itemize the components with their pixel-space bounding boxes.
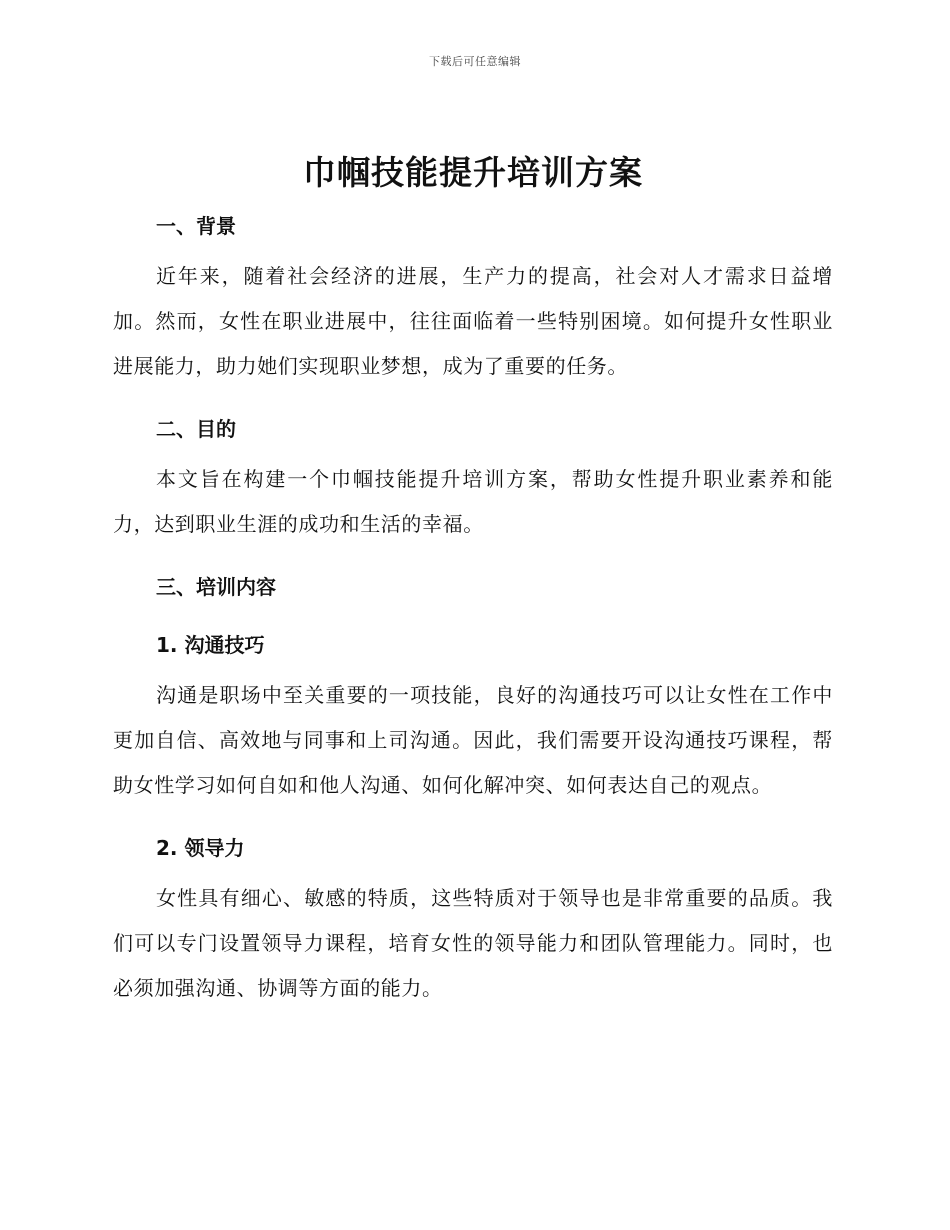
section-paragraph-purpose: 本文旨在构建一个巾帼技能提升培训方案，帮助女性提升职业素养和能力，达到职业生涯的成功和生活的幸福。 xyxy=(113,467,833,536)
section-heading-training-content: 三、培训内容 xyxy=(156,575,276,599)
page-header-note: 下载后可任意编辑 xyxy=(429,55,521,68)
subsection-paragraph-communication: 沟通是职场中至关重要的一项技能，良好的沟通技巧可以让女性在工作中更加自信、高效地与同事和上司沟通。因此，我们需要开设沟通技巧课程，帮助女性学习如何自如和他人沟通、如何化解冲突、如何表达自己的观点。 xyxy=(113,683,833,797)
document-body xyxy=(113,150,833,1011)
subsection-heading-leadership: 2. 领导力 xyxy=(156,836,245,860)
section-paragraph-background: 近年来，随着社会经济的进展，生产力的提高，社会对人才需求日益增加。然而，女性在职业进展中，往往面临着一些特别困境。如何提升女性职业进展能力，助力她们实现职业梦想，成为了重要的任务。 xyxy=(113,264,833,378)
section-heading-background: 一、背景 xyxy=(156,214,236,238)
subsection-paragraph-leadership: 女性具有细心、敏感的特质，这些特质对于领导也是非常重要的品质。我们可以专门设置领导力课程，培育女性的领导能力和团队管理能力。同时，也必须加强沟通、协调等方面的能力。 xyxy=(113,886,833,1000)
document-title: 巾帼技能提升培训方案 xyxy=(303,153,643,192)
section-heading-purpose: 二、目的 xyxy=(156,417,236,441)
subsection-heading-communication: 1. 沟通技巧 xyxy=(156,633,265,657)
